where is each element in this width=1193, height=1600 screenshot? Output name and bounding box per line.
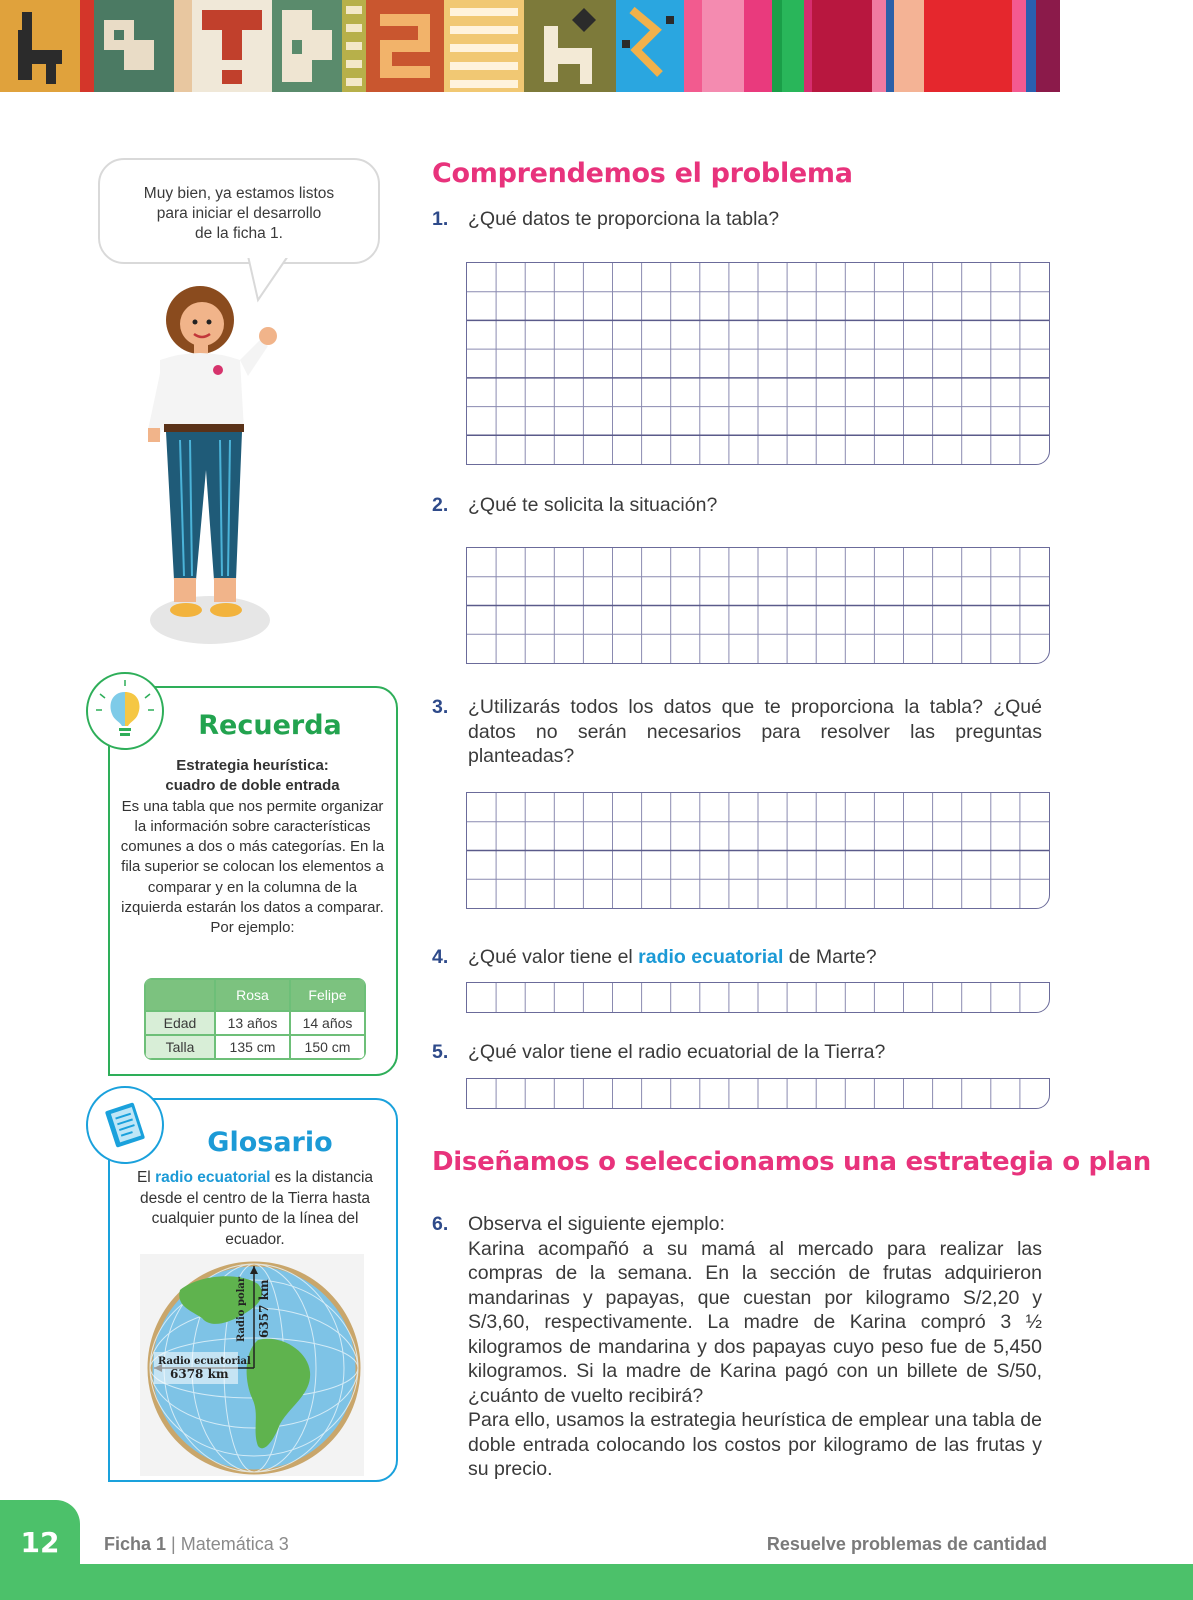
answer-grid-2[interactable] <box>466 547 1050 664</box>
footer-ficha-label: Ficha 1 <box>104 1534 167 1554</box>
footer-separator: | <box>166 1534 181 1554</box>
table-header-empty <box>145 979 215 1011</box>
globe-label-eq-2: 6378 km <box>170 1367 229 1381</box>
question-term: radio ecuatorial <box>638 946 784 968</box>
footer-subject: Matemática 3 <box>180 1534 289 1554</box>
question-6-line1: Observa el siguiente ejemplo: <box>468 1213 725 1235</box>
textile-banner <box>0 0 1193 92</box>
banner-stripe <box>0 0 80 92</box>
question-4 <box>432 945 1042 970</box>
earth-globe-diagram <box>140 1254 364 1476</box>
question-1 <box>432 207 1042 232</box>
answer-grid-5[interactable] <box>466 1078 1050 1109</box>
globe-label-eq-1: Radio ecuatorial <box>158 1356 251 1367</box>
question-5 <box>432 1040 1042 1065</box>
question-number: 5. <box>432 1041 449 1063</box>
speech-bubble <box>98 158 380 264</box>
table-cell: Edad <box>145 1011 215 1035</box>
table-cell: 14 años <box>290 1011 365 1035</box>
table-row <box>145 1035 365 1059</box>
table-cell: Talla <box>145 1035 215 1059</box>
question-number: 6. <box>432 1213 449 1235</box>
question-text: ¿Qué valor tiene el radio ecuatorial de la Tierra? <box>468 1041 886 1063</box>
recuerda-body: Es una tabla que nos permite organizar la información sobre características comunes a dos o más categorías. En la fila superior se colocan los elementos a comparar y en la columna de la izquierda estarán los datos a comparar. Por ejemplo: <box>120 797 385 937</box>
table-row <box>145 1011 365 1035</box>
question-text-post: de Marte? <box>783 946 877 968</box>
table-cell: 13 años <box>215 1011 290 1035</box>
bubble-line-1: Muy bien, ya estamos listos <box>143 185 335 202</box>
glosario-title: Glosario <box>207 1127 333 1158</box>
question-6-body2: Para ello, usamos la estrategia heurística de emplear una tabla de doble entrada colocando los costos por kilogramo de las frutas y su precio. <box>468 1409 1042 1480</box>
glosario-text-pre: El <box>136 1169 156 1186</box>
table-cell: 150 cm <box>290 1035 365 1059</box>
footer-competence: Resuelve problemas de cantidad <box>766 1534 1047 1554</box>
page-number: 12 <box>0 1500 80 1600</box>
question-6-body: Karina acompañó a su mamá al mercado para realizar las compras de la semana. En la sección de frutas adquirieron mandarinas y papayas, que cuestan por kilogramo S/2,20 y S/3,60, respectivamente. La madre de Karina compró 3 ½ kilogramos de mandarina y dos papayas cuyo peso fue de 5,450 kilogramos. Si la madre de Karina pagó con un billete de S/50, ¿cuánto de vuelto recibirá? <box>468 1237 1042 1407</box>
globe-label-polar-1: Radio polar <box>236 1276 247 1342</box>
answer-grid-3[interactable] <box>466 792 1050 909</box>
question-6 <box>432 1212 1042 1482</box>
section-title-comprendemos: Comprendemos el problema <box>432 158 853 189</box>
bubble-line-3: de la ficha 1. <box>195 225 283 242</box>
question-text: ¿Qué datos te proporciona la tabla? <box>468 208 780 230</box>
question-text: ¿Utilizarás todos los datos que te proporciona la tabla? ¿Qué datos no serán necesarios para resolver las preguntas planteadas? <box>468 696 1042 767</box>
recuerda-text <box>120 756 385 939</box>
teacher-illustration <box>140 280 310 660</box>
table-header: Felipe <box>290 979 365 1011</box>
glosario-text <box>120 1168 390 1250</box>
answer-grid-1[interactable] <box>466 262 1050 465</box>
bubble-line-2: para iniciar el desarrollo <box>156 205 322 222</box>
question-text: ¿Qué te solicita la situación? <box>468 494 718 516</box>
recuerda-subtitle-1: Estrategia heurística: <box>176 757 329 774</box>
recuerda-subtitle-2: cuadro de doble entrada <box>165 777 340 795</box>
recuerda-title: Recuerda <box>198 710 342 741</box>
glosario-text-post: es la distancia desde el centro de la Tierra hasta cualquier punto de la línea del ecuador. <box>139 1169 374 1248</box>
question-3 <box>432 695 1042 769</box>
globe-label-polar-2: 6357 km <box>257 1279 271 1338</box>
question-text-pre: ¿Qué valor tiene el <box>468 946 639 968</box>
question-number: 3. <box>432 696 449 718</box>
table-header: Rosa <box>215 979 290 1011</box>
section-title-disenamos: Diseñamos o seleccionamos una estrategia o plan <box>432 1147 1151 1177</box>
question-number: 4. <box>432 946 449 968</box>
question-number: 1. <box>432 208 449 230</box>
example-double-entry-table <box>144 978 366 1060</box>
answer-grid-4[interactable] <box>466 982 1050 1013</box>
footer-ficha <box>104 1534 289 1555</box>
question-number: 2. <box>432 494 449 516</box>
footer-bar <box>0 1564 1193 1600</box>
glosario-term: radio ecuatorial <box>155 1169 271 1186</box>
question-2 <box>432 493 1042 518</box>
table-cell: 135 cm <box>215 1035 290 1059</box>
